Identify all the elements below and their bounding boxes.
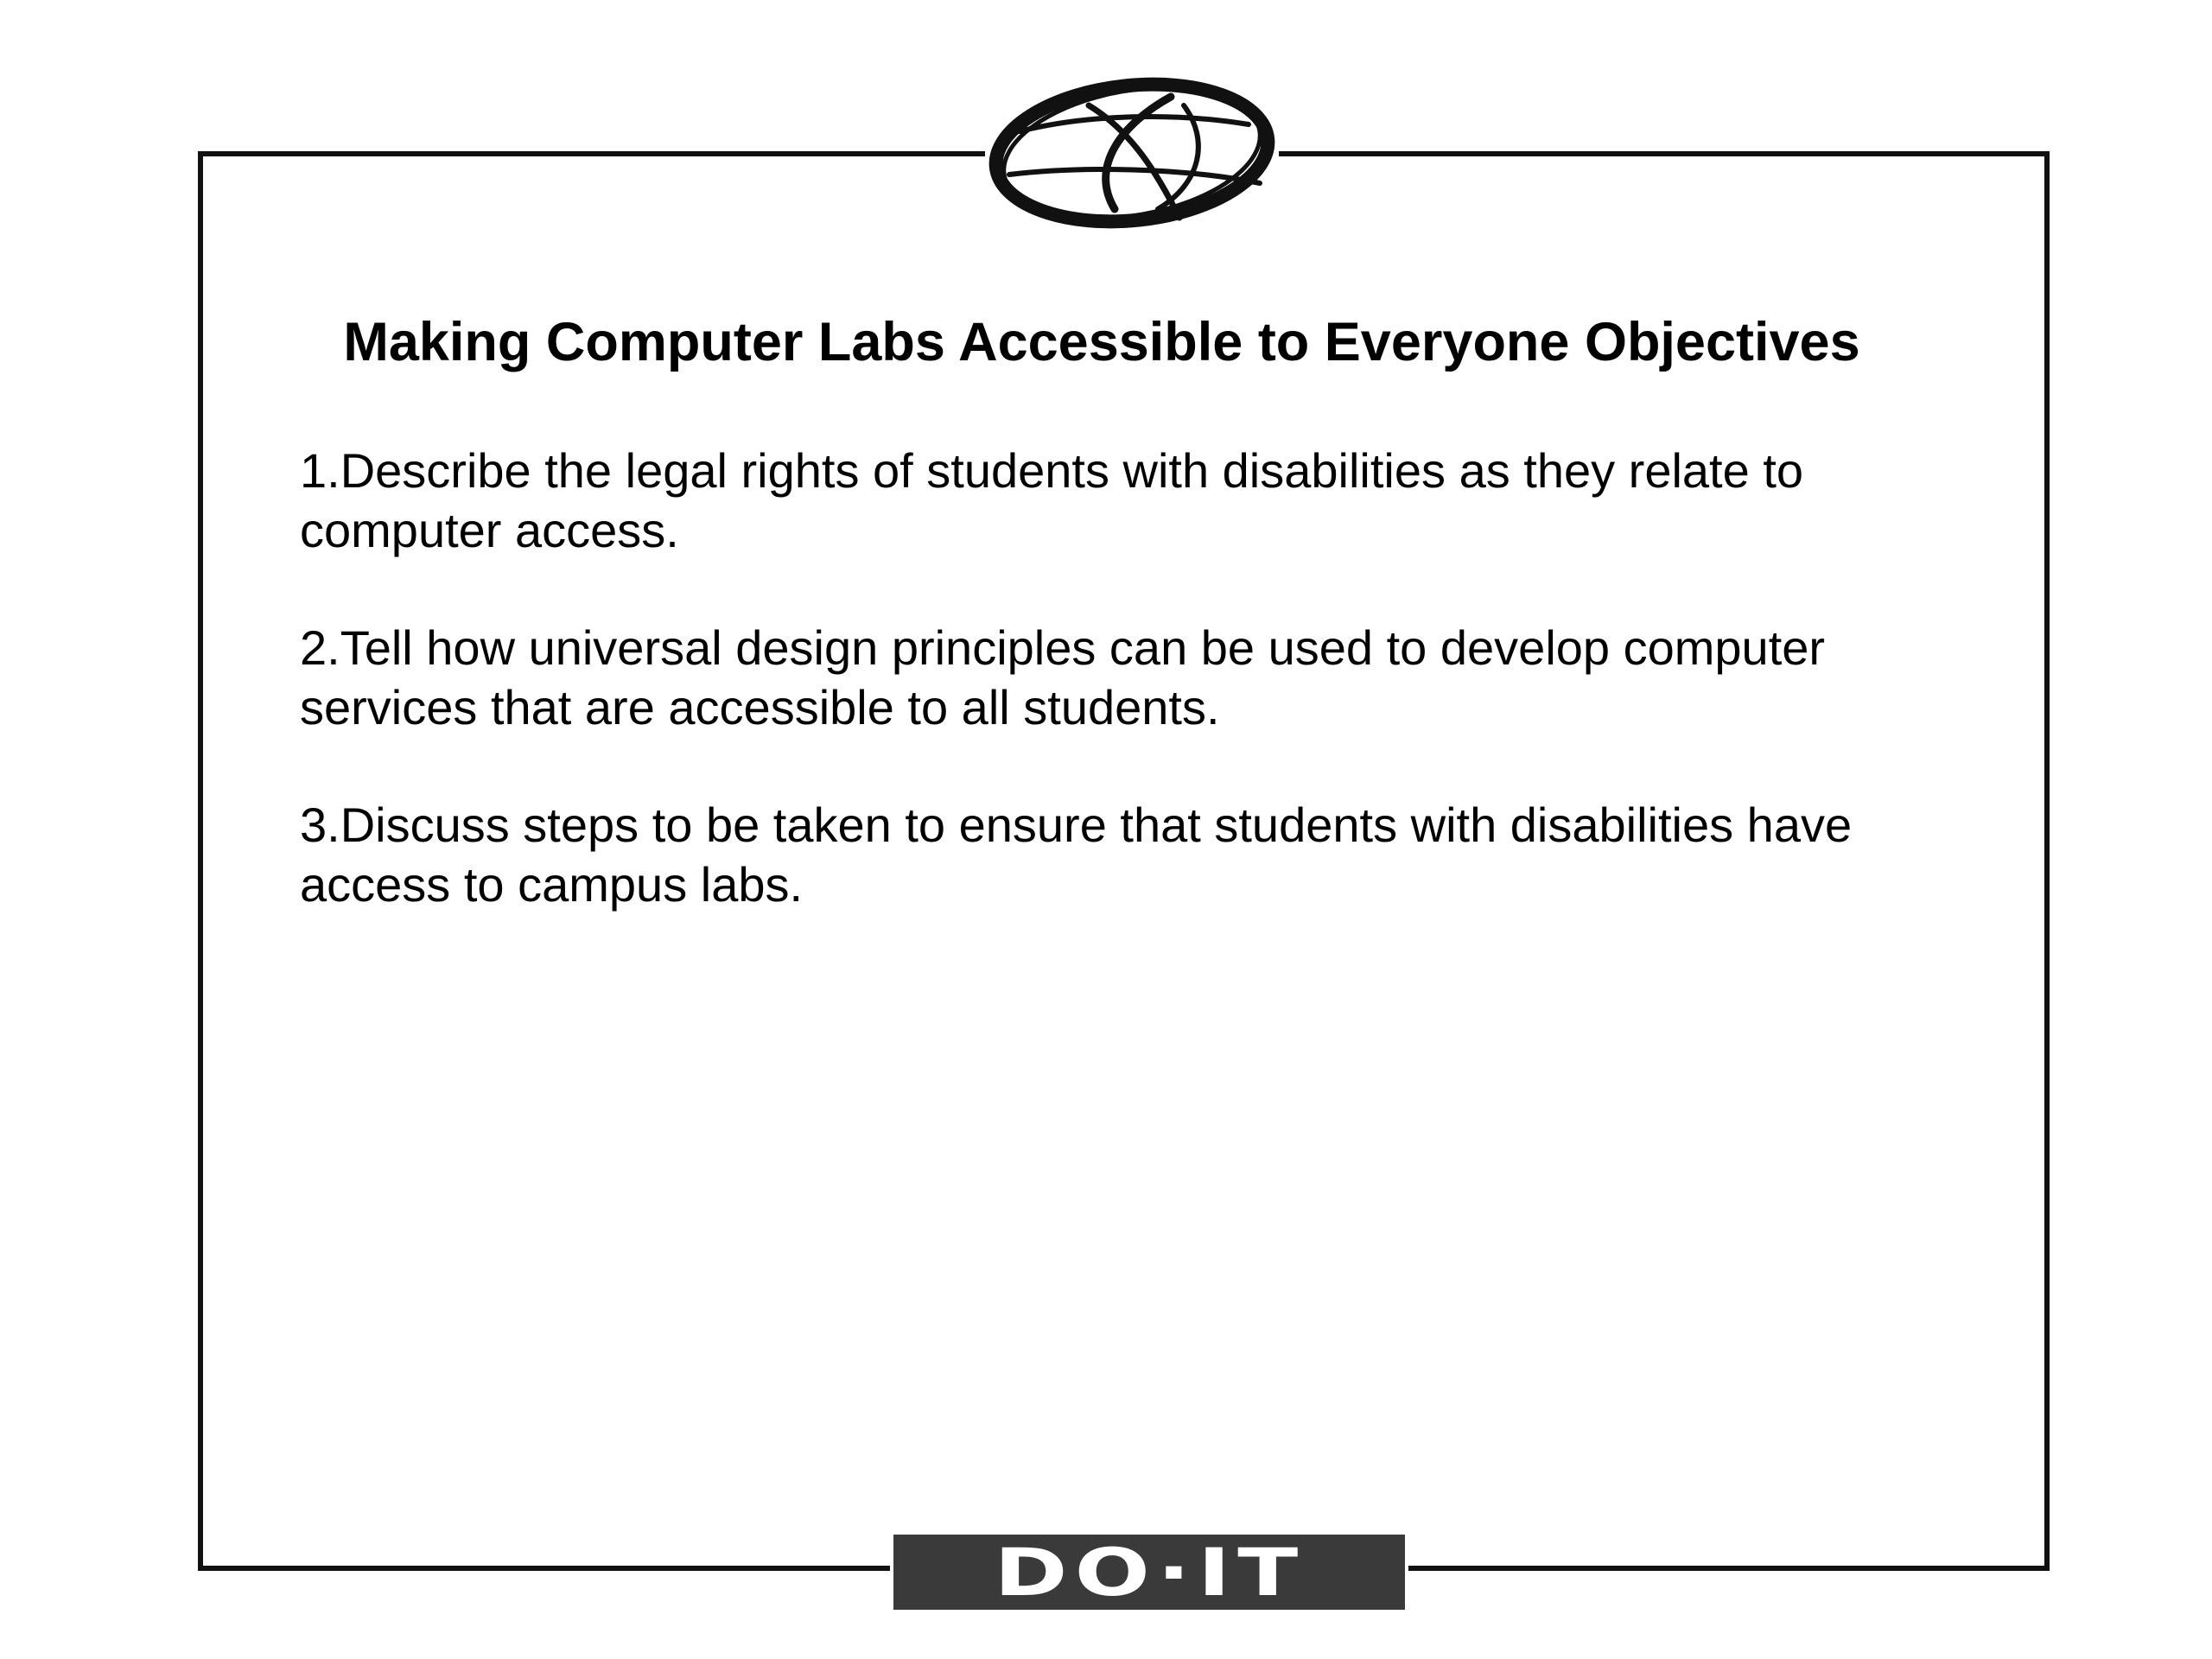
objective-item: 1.Describe the legal rights of students with disabilities as they relate to computer access. [300,443,1804,557]
objective-item: 3.Discuss steps to be taken to ensure that students with disabilities have access to campus labs. [300,798,1853,912]
doit-logo-text: DO·IT [993,1533,1306,1611]
slide-title: Making Computer Labs Accessible to Everyone Objectives [343,312,1860,372]
objective-item: 2.Tell how universal design principles can be used to develop computer services that are accessible to all students. [300,620,1826,734]
globe-logo-icon [985,71,1279,235]
objectives-list [300,441,1993,972]
doit-logo [890,1531,1408,1613]
